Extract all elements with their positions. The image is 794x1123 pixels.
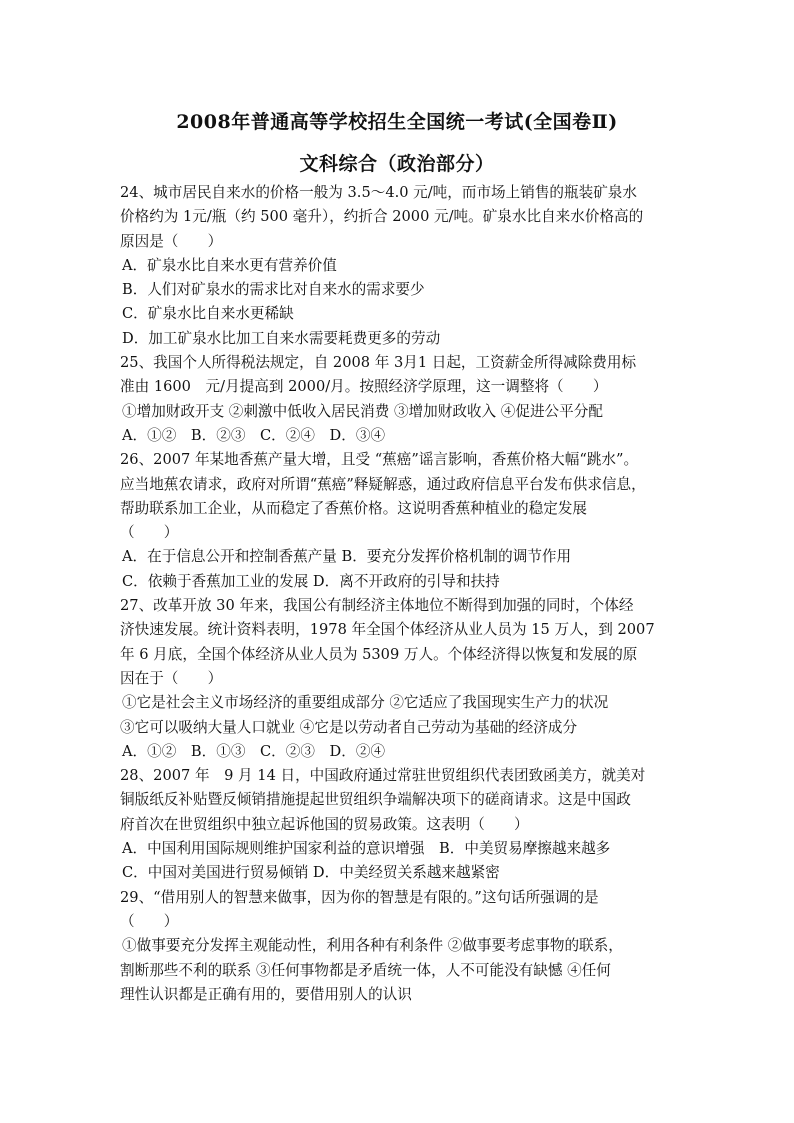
q24-stem-line-3: 原因是（ ） <box>120 232 223 250</box>
q24-stem-line-2: 价格约为 1元/瓶（约 500 毫升），约折合 2000 元/吨。矿泉水比自来水价格高的 <box>120 208 644 226</box>
q28-options-ab: A．中国利用国际规则维护国家利益的意识增强 B．中美贸易摩擦越来越多 <box>122 840 611 858</box>
q27-statements-1: ①它是社会主义市场经济的重要组成部分 ②它适应了我国现实生产力的状况 <box>122 694 609 712</box>
q27-stem-line-3: 年 6 月底，全国个体经济从业人员为 5309 万人。个体经济得以恢复和发展的原 <box>120 645 638 663</box>
q26-stem-line-3: 帮助联系加工企业，从而稳定了香蕉价格。这说明香蕉种植业的稳定发展 <box>120 499 588 517</box>
q25-choices: A．①② B．②③ C．②④ D．③④ <box>122 426 386 444</box>
q29-stem-line-1: 29、“借用别人的智慧来做事，因为你的智慧是有限的。”这句话所强调的是 <box>120 888 599 906</box>
q26-options-ab: A．在于信息公开和控制香蕉产量 B．要充分发挥价格机制的调节作用 <box>122 548 572 566</box>
exam-title: 2008年普通高等学校招生全国统一考试(全国卷Ⅱ) <box>176 111 618 133</box>
q26-stem-line-4: （ ） <box>120 524 179 542</box>
q28-stem-line-3: 府首次在世贸组织中独立起诉他国的贸易政策。这表明（ ） <box>120 815 529 833</box>
q28-options-cd: C．中国对美国进行贸易倾销 D．中美经贸关系越来越紧密 <box>122 864 500 882</box>
q29-statements-1: ①做事要充分发挥主观能动性，利用各种有利条件 ②做事要考虑事物的联系， <box>122 937 623 955</box>
q26-stem-line-1: 26、2007 年某地香蕉产量大增，且受 “蕉癌”谣言影响，香蕉价格大幅“跳水”。 <box>120 451 639 469</box>
q24-stem-line-1: 24、城市居民自来水的价格一般为 3.5～4.0 元/吨，而市场上销售的瓶装矿泉水 <box>120 184 637 201</box>
q28-stem-line-1: 28、2007 年 9 月 14 日，中国政府通过常驻世贸组织代表团致函美方，就美对 <box>120 767 646 785</box>
q24-option-b: B．人们对矿泉水的需求比对自来水的需求要少 <box>122 281 425 299</box>
question-list <box>120 181 680 1007</box>
q27-stem-line-1: 27、改革开放 30 年来，我国公有制经济主体地位不断得到加强的同时，个体经 <box>120 597 634 615</box>
q27-stem-line-2: 济快速发展。统计资料表明，1978 年全国个体经济从业人员为 15 万人，到 2007 <box>120 621 655 639</box>
q24-option-c: C．矿泉水比自来水更稀缺 <box>122 305 294 323</box>
q25-stem-line-1: 25、我国个人所得税法规定，自 2008 年 3月1 日起，工资薪金所得减除费用标 <box>120 354 637 372</box>
q24-option-d: D．加工矿泉水比加工自来水需要耗费更多的劳动 <box>122 329 441 347</box>
q26-options-cd: C．依赖于香蕉加工业的发展 D．离不开政府的引导和扶持 <box>122 572 500 590</box>
exam-subtitle: 文科综合（政治部分） <box>299 153 495 175</box>
q25-statements: ①增加财政开支 ②刺激中低收入居民消费 ③增加财政收入 ④促进公平分配 <box>122 402 603 420</box>
q27-stem-line-4: 因在于（ ） <box>120 669 223 687</box>
q27-choices: A．①② B．①③ C．②③ D．②④ <box>122 742 386 760</box>
q24-option-a: A．矿泉水比自来水更有营养价值 <box>122 256 337 274</box>
q26-stem-line-2: 应当地蕉农请求，政府对所谓“蕉癌”释疑解惑，通过政府信息平台发布供求信息， <box>120 475 646 493</box>
q27-statements-2: ③它可以吸纳大量人口就业 ④它是以劳动者自己劳动为基础的经济成分 <box>120 718 578 736</box>
q29-stem-line-2: （ ） <box>120 912 179 930</box>
q29-statements-3: 理性认识都是正确有用的，要借用别人的认识 <box>120 985 412 1003</box>
q29-statements-2: 割断那些不利的联系 ③任何事物都是矛盾统一体，人不可能没有缺憾 ④任何 <box>120 961 611 979</box>
q25-stem-line-2: 准由 1600 元/月提高到 2000/月。按照经济学原理，这一调整将（ ） <box>120 378 608 396</box>
q28-stem-line-2: 铜版纸反补贴暨反倾销措施提起世贸组织争端解决项下的磋商请求。这是中国政 <box>120 791 631 809</box>
